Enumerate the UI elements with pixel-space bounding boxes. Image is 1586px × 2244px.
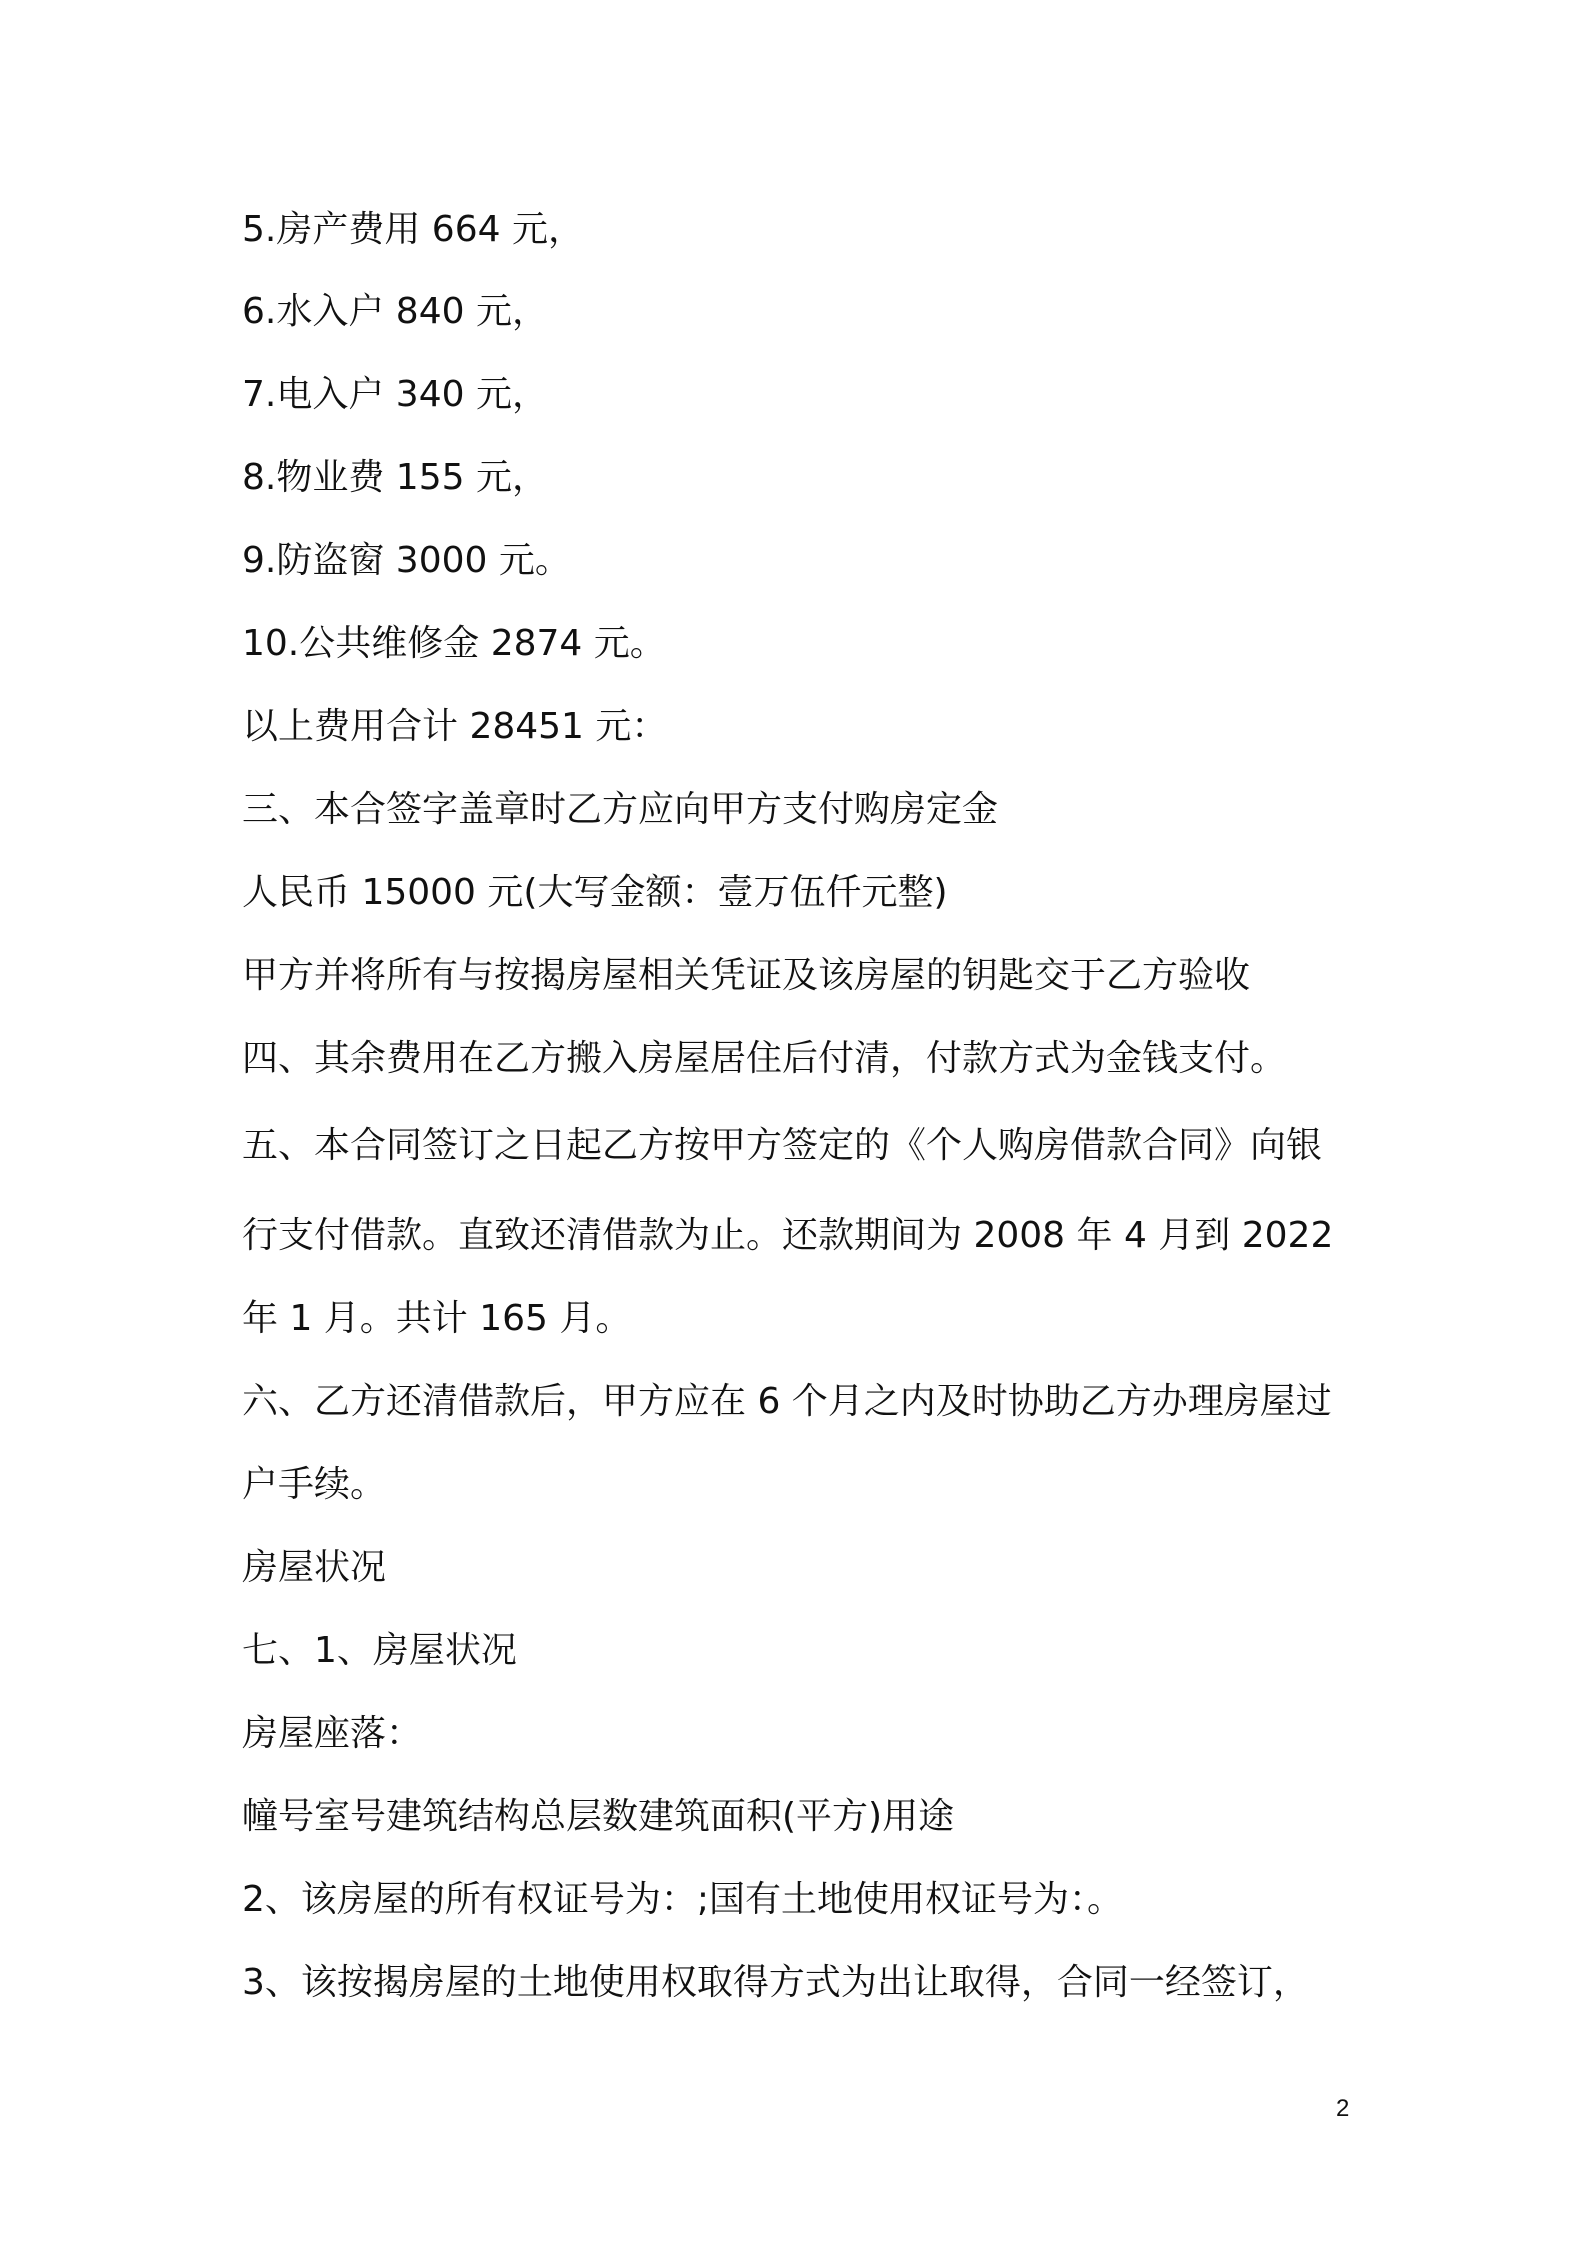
text-line-clause-7: 七、1、房屋状况 xyxy=(242,1630,517,1671)
text-line-clause-5: 五、本合同签订之日起乙方按甲方签定的《个人购房借款合同》向银 xyxy=(242,1125,1323,1166)
text-line-property-fee: 8.物业费 155 元， xyxy=(242,457,548,498)
page-number: 2 xyxy=(1336,2095,1350,2122)
text-line-certificate-numbers: 2、该房屋的所有权证号为：;国有土地使用权证号为：。 xyxy=(242,1879,1124,1920)
text-line-keys-handover: 甲方并将所有与按揭房屋相关凭证及该房屋的钥匙交于乙方验收 xyxy=(242,955,1251,996)
text-line-security-window: 9.防盗窗 3000 元。 xyxy=(242,540,571,581)
text-line-deposit-amount: 人民币 15000 元(大写金额：壹万伍仟元整) xyxy=(242,872,948,913)
text-line-clause-3: 三、本合签字盖章时乙方应向甲方支付购房定金 xyxy=(242,789,999,830)
text-line-maintenance-fund: 10.公共维修金 2874 元。 xyxy=(242,623,666,664)
text-line-house-fee: 5.房产费用 664 元， xyxy=(242,209,584,250)
text-line-clause-6: 六、乙方还清借款后，甲方应在 6 个月之内及时协助乙方办理房屋过 xyxy=(242,1381,1332,1422)
text-line-total: 以上费用合计 28451 元： xyxy=(242,706,668,747)
text-line-electricity-fee: 7.电入户 340 元， xyxy=(242,374,548,415)
section-heading-house-status: 房屋状况 xyxy=(242,1547,387,1588)
text-line-house-location: 房屋座落： xyxy=(242,1713,423,1754)
text-line-water-fee: 6.水入户 840 元， xyxy=(242,291,548,332)
text-line-house-attributes: 幢号室号建筑结构总层数建筑面积(平方)用途 xyxy=(242,1796,955,1837)
text-line-clause-5-cont: 行支付借款。直致还清借款为止。还款期间为 2008 年 4 月到 2022 xyxy=(242,1215,1334,1256)
text-line-clause-6-end: 户手续。 xyxy=(242,1464,387,1505)
text-line-clause-5-end: 年 1 月。共计 165 月。 xyxy=(242,1298,632,1339)
text-line-clause-4: 四、其余费用在乙方搬入房屋居住后付清，付款方式为金钱支付。 xyxy=(242,1038,1287,1079)
text-line-land-use-right: 3、该按揭房屋的土地使用权取得方式为出让取得，合同一经签订， xyxy=(242,1962,1309,2003)
